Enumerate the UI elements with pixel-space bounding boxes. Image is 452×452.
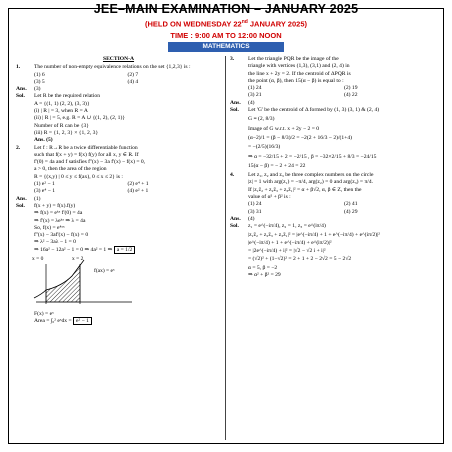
question-number: 2. bbox=[16, 144, 21, 151]
question-text-line: value of α² + β² is : bbox=[248, 194, 291, 201]
solution-label: Sol. bbox=[230, 107, 239, 114]
solution-line: = (√2)² + (1−√2)² = 2 + 1 + 2 − 2√2 = 5 − 2√2 bbox=[248, 256, 352, 263]
question-text-line: Let z₁, z₂ and z₃ be three complex numbers on the circle bbox=[248, 172, 374, 179]
options bbox=[34, 72, 221, 87]
question-number: 1. bbox=[16, 64, 21, 71]
question-number: 4. bbox=[230, 172, 235, 179]
question-text-line: If |z₁z̄₂ + z₂z̄₃ + z₃z̄₁|² = α + β√2, α, β ∈ Z, then the bbox=[248, 186, 362, 193]
option: (4) 22 bbox=[344, 92, 358, 99]
question-text-line: |z| = 1 with arg(z₁) = −π/4, arg(z₂) = 0 and arg(z₃) = π/4. bbox=[248, 179, 374, 186]
solution-line: Ans. (5) bbox=[34, 137, 53, 144]
section-heading: SECTION-A bbox=[102, 56, 135, 62]
answer-label: Ans. bbox=[230, 99, 241, 106]
answer-label: Ans. bbox=[16, 86, 27, 93]
answer-value: (1) bbox=[34, 195, 41, 202]
image-equation: (α−2)/1 = (β − 8/3)/2 = −2(2 + 16/3 − 2)/(1+4) bbox=[248, 134, 353, 141]
option: (2) 41 bbox=[344, 201, 358, 208]
exam-time: TIME : 9:00 AM TO 12:00 NOON bbox=[170, 30, 282, 40]
area-result: Area = ∫₀² eˣdx = e² − 1 bbox=[16, 318, 221, 325]
solution-line: (iii) R = {1, 2, 3} × {1, 2, 3} bbox=[34, 129, 99, 136]
solution-line: A = {(1, 1) (2, 2), (3, 3)} bbox=[34, 100, 90, 107]
solution-line: ⇒ f'(x) = λeᵏˣ ⇒ λ = 4a bbox=[34, 217, 86, 224]
alpha-beta-line: ⇒ α = −32/15 + 2 = −2/15 , β = −32×2/15 + 8/3 = −24/15 bbox=[248, 153, 377, 160]
solution-4 bbox=[230, 223, 440, 279]
centroid-line: G ≡ (2, 8/3) bbox=[248, 116, 275, 123]
graph-curve-label: f(ax) = eˣ bbox=[94, 268, 115, 275]
answer-value: (4) bbox=[248, 99, 255, 106]
options bbox=[34, 181, 221, 196]
solution-line: ⇒ f(x) = eᵏˣ f'(0) = 4a bbox=[34, 210, 83, 217]
solution-line: Let 'G' be the centroid of Δ formed by (1, 3) (3, 1) & (2, 4) bbox=[248, 107, 380, 114]
solution-label: Sol. bbox=[16, 93, 25, 100]
solution-line: ⇒ 16a² − 12a² − 1 = 0 ⇒ 4a² = 1 ⇒ a = 1/2 bbox=[34, 247, 221, 254]
answer-3 bbox=[230, 100, 440, 107]
solution-line: (i) | R | = 3, when R = A bbox=[34, 108, 88, 115]
question-text-line: a > 0, then the area of the region bbox=[34, 166, 107, 173]
answer-label: Ans. bbox=[230, 215, 241, 222]
solution-line: (ii) | R | = 5, e.g. R = A ∪ {(1, 2), (2, 1)} bbox=[34, 115, 126, 122]
question-text-line: the line x + 2y = 2. If the centroid of ΔPQR is bbox=[248, 70, 351, 77]
right-column bbox=[230, 56, 440, 279]
column-divider bbox=[225, 56, 226, 440]
question-text: The number of non-empty equivalence relations on the set {1,2,3} is : bbox=[34, 64, 191, 71]
answer-value: (3) bbox=[34, 86, 41, 93]
option: (4) 4 bbox=[127, 78, 139, 85]
question-text-line: the point (α, β), then 15(α − β) is equal to : bbox=[248, 77, 344, 84]
boxed-answer: a = 1/2 bbox=[114, 246, 136, 254]
option: (3) 5 bbox=[34, 78, 45, 85]
question-1 bbox=[16, 64, 221, 86]
option: (1) 24 bbox=[248, 85, 262, 92]
option: (3) 31 bbox=[248, 208, 262, 215]
question-number: 3. bbox=[230, 56, 235, 62]
solution-line: f''(x) − 3af'(x) − f(x) = 0 bbox=[34, 232, 89, 239]
options bbox=[248, 85, 440, 100]
option: (3) 21 bbox=[248, 92, 262, 99]
subject-banner: MATHEMATICS bbox=[168, 42, 284, 52]
options bbox=[248, 201, 440, 216]
boxed-area: e² − 1 bbox=[73, 317, 92, 325]
question-text-line: Let f : R→R be a twice differentiable function bbox=[34, 144, 138, 151]
solution-2 bbox=[16, 203, 221, 254]
solution-line: f(x + y) = f(x).f(y) bbox=[34, 202, 76, 209]
left-column bbox=[16, 56, 221, 326]
solution-label: Sol. bbox=[16, 202, 25, 209]
option: (2) 7 bbox=[127, 71, 139, 78]
graph-label-x2: x = 2 bbox=[72, 256, 84, 263]
solution-1 bbox=[16, 93, 221, 144]
solution-line: So, f(x) = e⁴ᵃˣ bbox=[34, 224, 65, 231]
solution-line: α = 5, β = −2 bbox=[248, 264, 278, 271]
image-equation-2: = −(2/5)(16/3) bbox=[248, 144, 281, 151]
answer-1 bbox=[16, 86, 221, 93]
question-4 bbox=[230, 172, 440, 216]
solution-line: ⇒ λ² − 3aλ − 1 = 0 bbox=[34, 239, 76, 246]
solution-line: Number of R can be {3} bbox=[34, 122, 89, 129]
question-text-line: such that f(x + y) = f(x) f(y) for all x, y ∈ R. If bbox=[34, 151, 139, 158]
solution-line: Let R be the required relation bbox=[34, 93, 101, 100]
question-text-line: Let the triangle PQR be the image of the bbox=[248, 56, 339, 62]
option: (1) e² − 1 bbox=[34, 181, 55, 188]
option: (4) e² + 1 bbox=[127, 188, 149, 195]
solution-line: F(x) = eˣ bbox=[34, 311, 54, 318]
exam-title: JEE–MAIN EXAMINATION – JANUARY 2025 bbox=[93, 2, 359, 16]
solution-3 bbox=[230, 107, 440, 170]
question-text-line: R = {(x,y) | 0 ≤ y ≤ f(ax), 0 ≤ x ≤ 2} is : bbox=[34, 173, 123, 180]
solution-line: Image of G w.r.t. x + 2y − 2 = 0 bbox=[248, 125, 320, 132]
solution-line: |e^(−iπ/4) + 1 + e^(−iπ/4) + e^(iπ/2)|² bbox=[248, 239, 332, 246]
exam-header bbox=[0, 2, 452, 41]
option: (4) 29 bbox=[344, 208, 358, 215]
graph-label-x0: x = 0 bbox=[32, 256, 44, 263]
option: (2) 19 bbox=[344, 85, 358, 92]
exam-held-date: (HELD ON WEDNESDAY 22nd JANUARY 2025) bbox=[145, 19, 307, 29]
solution-line: = |2e^(−iπ/4) + i|² = |√2 − √2 i + i|² bbox=[248, 248, 326, 255]
question-text-line: triangle with vertices (1,3), (3,1) and (2, 4) in bbox=[248, 63, 350, 70]
option: (1) 24 bbox=[248, 201, 262, 208]
question-2 bbox=[16, 145, 221, 196]
question-3 bbox=[230, 56, 440, 100]
question-text-line: f'(0) = 4a and f satisfies f''(x) − 3a f'(x) − f(x) = 0, bbox=[34, 159, 146, 166]
option: (3) e⁴ − 1 bbox=[34, 188, 56, 195]
answer-value: (4) bbox=[248, 215, 255, 222]
option: (1) 6 bbox=[34, 71, 45, 78]
solution-result: 15(α − β) = − 2 + 24 = 22 bbox=[248, 162, 306, 169]
answer-2 bbox=[16, 196, 221, 203]
option: (2) e⁴ + 1 bbox=[127, 181, 149, 188]
solution-line: |z₁z̄₂ + z₂z̄₃ + z₃z̄₁|² = |e^(−iπ/4) + 1 + e^(−iπ/4) + e^(iπ/2)|² bbox=[248, 231, 380, 238]
area-graph-svg bbox=[32, 256, 142, 310]
solution-line: z₁ = e^(−iπ/4), z₂ = 1, z₃ = e^(iπ/4) bbox=[248, 223, 326, 230]
answer-label: Ans. bbox=[16, 195, 27, 202]
area-graph bbox=[32, 256, 221, 310]
solution-line: ⇒ α² + β² = 29 bbox=[248, 272, 281, 279]
solution-label: Sol. bbox=[230, 223, 239, 230]
